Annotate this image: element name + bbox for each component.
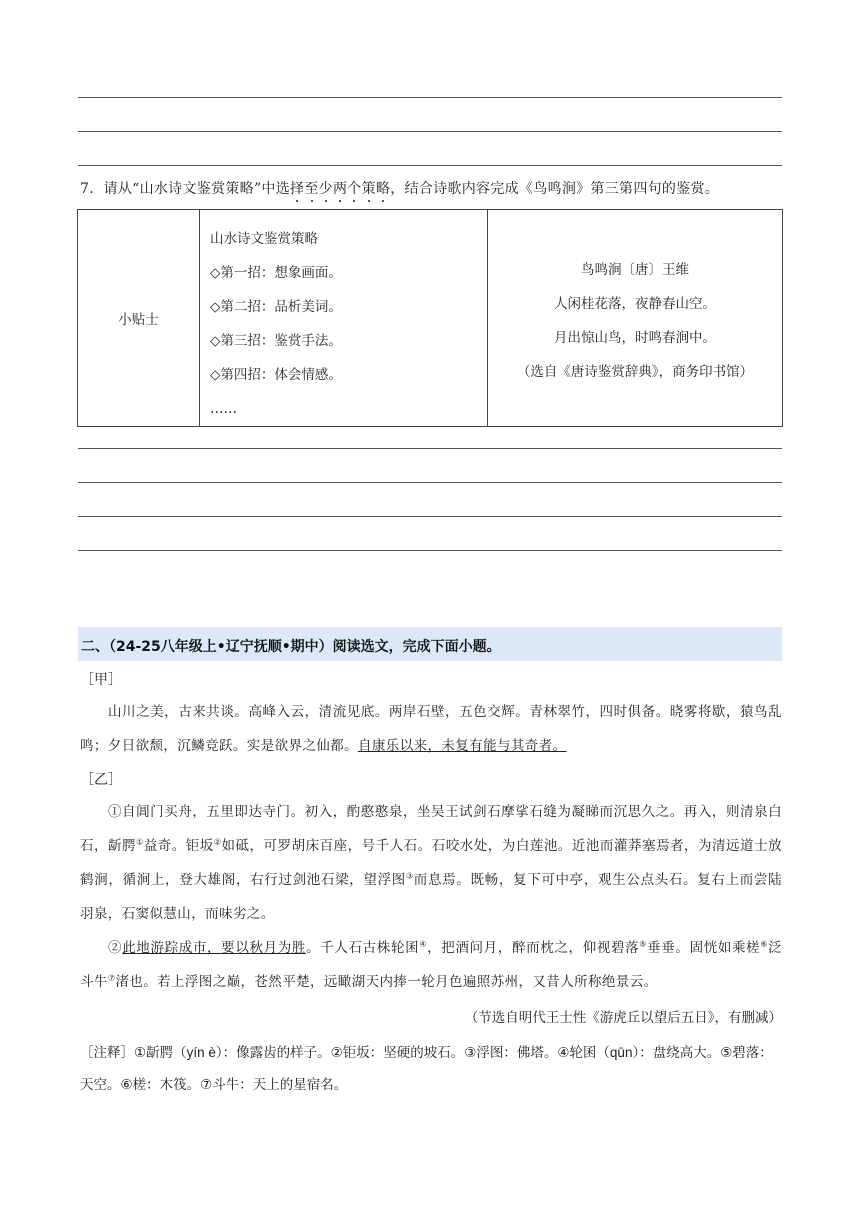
question-7 [80, 178, 719, 198]
yi-label: ［乙］ [80, 772, 122, 788]
section-heading: 二、（24-25八年级上•辽宁抚顺•期中）阅读选文，完成下面小题。 [78, 627, 782, 661]
jia-passage [80, 695, 782, 763]
footnote-marker: ② [213, 837, 222, 847]
question-number: 7． [80, 181, 104, 197]
strategy-item: ◇第二招：品析美词。 [210, 299, 342, 315]
question-text-pre: 请从“山水诗文鉴赏策略”中选 [103, 181, 291, 197]
answer-line [78, 482, 782, 483]
emphasis-char: 策 [361, 181, 376, 197]
footnote-marker: ⑤ [639, 939, 648, 949]
answer-line [78, 131, 782, 132]
yi-paragraph-2: ②此地游踪成市，要以秋月为胜。千人石古株轮囷④，把酒问月，醉而枕之，仰视碧落⑤垂垂。固恍如乘槎⑥泛斗牛⑦渚也。若上浮图之巅，苍然平楚，远瞰湖天内捧一轮月色遍照苏州，又昔人所称绝景云。 [80, 939, 783, 990]
yi-paragraph-1: ①自阊门买舟，五里即达寺门。初入，酌憨憨泉，坐吴王试剑石摩挲石缝为凝睇而沉思久之。再入，则清泉白石，龂腭①益奇。钜坂②如砥，可罗胡床百座，号千人石。石咬水处，为白莲池。近池而灌莽塞焉者，为清远道士放鹤涧，循涧上，登大雄阁，右行过剑池石梁，望浮图③而息焉。既畅，复下可中亭，观生公点头石。复右上而尝陆羽泉，石窦似慧山，而味劣之。 [80, 804, 782, 922]
footnote-marker: ⑦ [107, 973, 116, 983]
poem-cell [488, 210, 783, 427]
jia-text: 山川之美，古来共谈。高峰入云，清流见底。两岸石壁，五色交辉。青林翠竹，四时俱备。晓雾将歇，猿鸟乱鸣；夕日欲颓，沉鳞竞跃。实是欲界之仙都。 [80, 704, 782, 754]
jia-underlined-sentence: 自康乐以来，未复有能与其奇者。 [358, 738, 567, 754]
strategy-item: ◇第三招：鉴赏手法。 [210, 333, 342, 349]
answer-line [78, 165, 782, 166]
emphasis-char: 择 [290, 181, 305, 197]
question-text-emphasis [290, 181, 390, 197]
strategy-item: ◇第一招：想象画面。 [210, 265, 342, 281]
question-text-post: ，结合诗歌内容完成《鸟鸣涧》第三第四句的鉴赏。 [390, 181, 720, 197]
strategy-cell [200, 210, 488, 427]
footnote-marker: ③ [405, 871, 414, 881]
footnote-marker: ⑥ [760, 939, 769, 949]
poem-source: （选自《唐诗鉴赏辞典》，商务印书馆） [516, 364, 754, 380]
passage-source: （节选自明代王士性《游虎丘以望后五日》，有删减） [464, 1010, 782, 1026]
emphasis-char: 两 [332, 181, 348, 197]
strategy-item: ◇第四招：体会情感。 [210, 367, 342, 383]
answer-line [78, 448, 782, 449]
emphasis-char: 略 [375, 181, 391, 197]
poem-title: 鸟鸣涧〔唐〕王维 [581, 262, 689, 278]
answer-line [78, 516, 782, 517]
answer-line [78, 550, 782, 551]
strategy-title: 山水诗文鉴赏策略 [210, 231, 318, 247]
tips-table [77, 209, 783, 427]
yi-underlined-sentence: 此地游踪成市，要以秋月为胜 [122, 940, 307, 956]
emphasis-char: 个 [347, 181, 362, 197]
footnote-marker: ④ [419, 939, 428, 949]
strategy-ellipsis: …… [210, 401, 237, 417]
emphasis-char: 至 [304, 181, 319, 197]
footnote-marker: ① [136, 837, 144, 847]
jia-label: ［甲］ [80, 672, 122, 688]
emphasis-char: 少 [318, 181, 333, 197]
poem-line: 人闲桂花落，夜静春山空。 [554, 296, 716, 312]
tips-label: 小贴士 [78, 210, 200, 427]
poem-line: 月出惊山鸟，时鸣春涧中。 [554, 330, 716, 346]
annotations: ［注释］①龂腭（yín è）：像露齿的样子。②钜坂：坚硬的坡石。③浮图：佛塔。④轮囷（qūn）：盘绕高大。⑤碧落：天空。⑥槎：木筏。⑦斗牛：天上的星宿名。 [80, 1045, 773, 1092]
answer-line [78, 97, 782, 98]
